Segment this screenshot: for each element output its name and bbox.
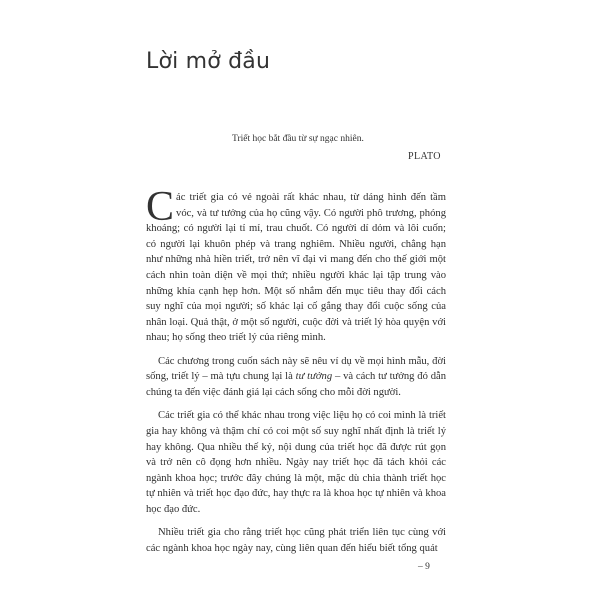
drop-cap: C: [146, 184, 175, 230]
paragraph-2-text-after: – và cách tư tưởng đó dẫn chúng ta đến việc đánh giá lại cách sống cho mỗi đời người.: [146, 371, 446, 398]
page-number: – 9: [418, 562, 430, 572]
paragraph-2-text-before: Các chương trong cuốn sách này sẽ nêu ví dụ về mọi hình mẫu, đời sống, triết lý – mà tựu chung lại là: [146, 355, 446, 383]
paragraph-1-text: ác triết gia có vẻ ngoài rất khác nhau, từ dáng hình đến tầm vóc, và tư tưởng của họ cũng vậy. Có người phô trương, phóng khoáng; có người lại tỉ mỉ, trau chuốt. Có người dí dỏm và lôi cuốn; có người lại khuôn phép và trang nghiêm. Nhiều người, chẳng hạn như những nhà hiền triết, trở nên vĩ đại vì mang đến cho thế giới một cách nhìn toàn diện về mọi thứ; nhiều người khác lại tập trung vào những khía cạnh hẹp hơn. Một số nhắm đến mục tiêu thay đổi cách suy nghĩ của mọi người; số khác lại cố gắng thay đổi cuộc sống của nhân loại. Quả thật, ở một số người, cuộc đời và triết lý hòa quyện với nhau; họ sống theo triết lý của riêng mình.: [146, 192, 446, 344]
paragraph-2-emphasis: tư tưởng: [295, 371, 333, 383]
epigraph-author: PLATO: [408, 151, 441, 162]
paragraph-1: [146, 184, 446, 346]
paragraph-3: Các triết gia có thể khác nhau trong việc liệu họ có coi mình là triết gia hay không và thậm chí có coi một số suy nghĩ nhất định là triết lý hay không. Qua nhiều thế kỷ, nội dung của triết học đã được rút gọn và trở nên cô đọng hơn nhiều. Ngày nay triết học đã tách khỏi các ngành khoa học; trước đây chúng là một, mặc dù chia thành triết học tự nhiên và triết học đạo đức, hay thực ra là khoa học tự nhiên và khoa học đạo đức.: [146, 410, 446, 515]
paragraph-2: [146, 354, 446, 401]
epigraph-quote: Triết học bắt đầu từ sự ngạc nhiên.: [232, 134, 364, 144]
chapter-title: Lời mở đầu: [146, 48, 271, 74]
body-text: [146, 184, 446, 564]
paragraph-4: Nhiều triết gia cho rằng triết học cũng phát triển liên tục cùng với các ngành khoa học ngày nay, cùng liên quan đến hiểu biết tổng quát: [146, 527, 446, 554]
